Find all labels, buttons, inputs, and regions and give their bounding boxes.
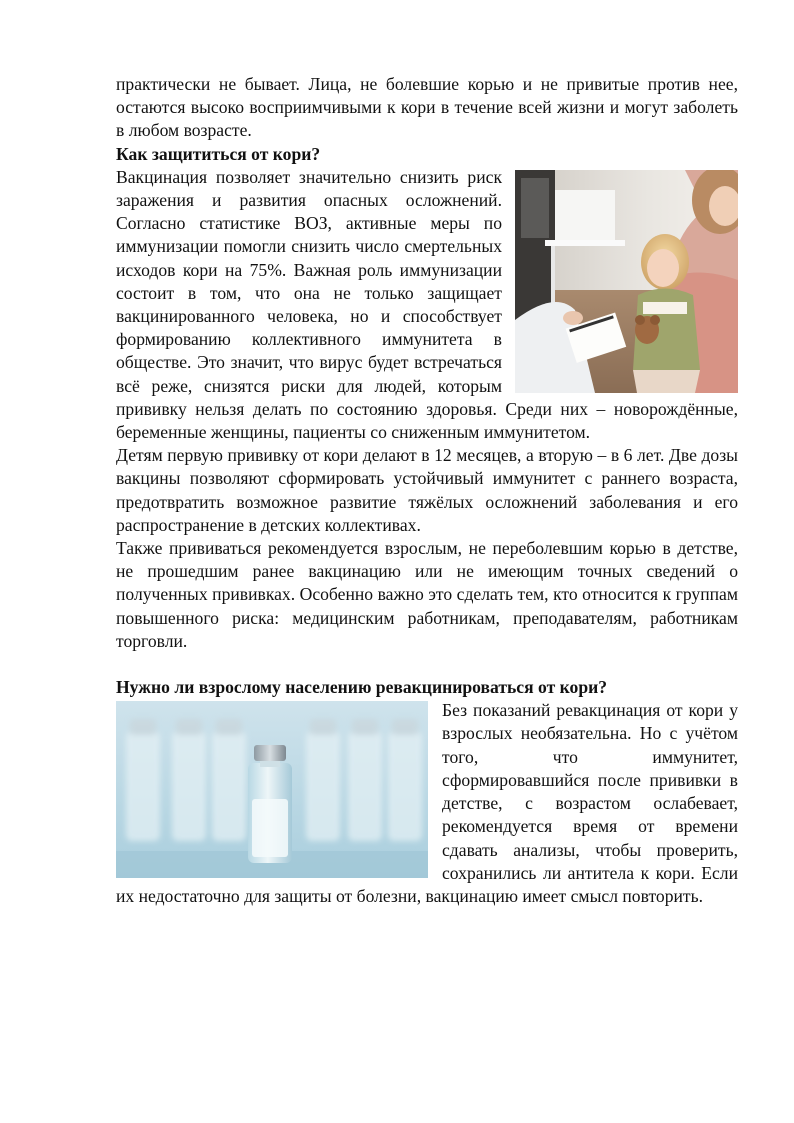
photo-vaccine-vials: [116, 701, 428, 878]
protection-paragraph-2: Детям первую прививку от кори делают в 12 месяцев, а вторую – в 6 лет. Две дозы вакцины позволяют сформировать устойчивый иммунитет с раннего возраста, предотвратить возможное развитие тяжёлых осложнений заболевания и его распространение в детских коллективах.: [116, 445, 738, 535]
photo-doctor-child-mother: [515, 170, 738, 393]
protection-paragraph-3: Также прививаться рекомендуется взрослым, не переболевшим корью в детстве, не прошедшим ранее вакцинацию или не имеющим точных сведений о полученных прививках. Особенно важно это сделать тем, кто относится к группам повышенного риска: медицинским работникам, преподавателям, работникам торговли.: [116, 538, 738, 651]
document-page: [116, 73, 738, 908]
intro-paragraph: практически не бывает. Лица, не болевшие корью и не привитые против нее, остаются высоко восприимчивыми к кори в течение всей жизни и могут заболеть в любом возрасте.: [116, 74, 738, 141]
protection-paragraph-1: Вакцинация позволяет значительно снизить риск заражения и развития опасных осложнений. Согласно статистике ВОЗ, активные меры по иммунизации помогли снизить число смертельных исходов кори на 75%. Важная роль иммунизации состоит в том, что она не только защищает вакцинированного человека, но и способствует формированию коллективного иммунитета в обществе. Это значит, что вирус будет встречаться всё реже, снизятся риски для людей, которым прививку нельзя делать по состоянию здоровья. Среди них – новорождённые, беременные женщины, пациенты со сниженным иммунитетом.: [116, 166, 738, 443]
revaccination-paragraph: Без показаний ревакцинация от кори у взрослых необязательна. Но с учётом того, что иммунитет, сформировавшийся после прививки в детстве, с возрастом ослабевает, рекомендуется время от времени сдавать анализы, чтобы проверить, сохранились ли антитела к кори. Если их недостаточно для защиты от болезни, вакцинацию имеет смысл повторить.: [116, 700, 738, 906]
section-spacer: [116, 653, 738, 676]
section-heading-protection: Как защититься от кори?: [116, 143, 321, 164]
section-heading-revaccination: Нужно ли взрослому населению ревакцинироваться от кори?: [116, 677, 608, 698]
